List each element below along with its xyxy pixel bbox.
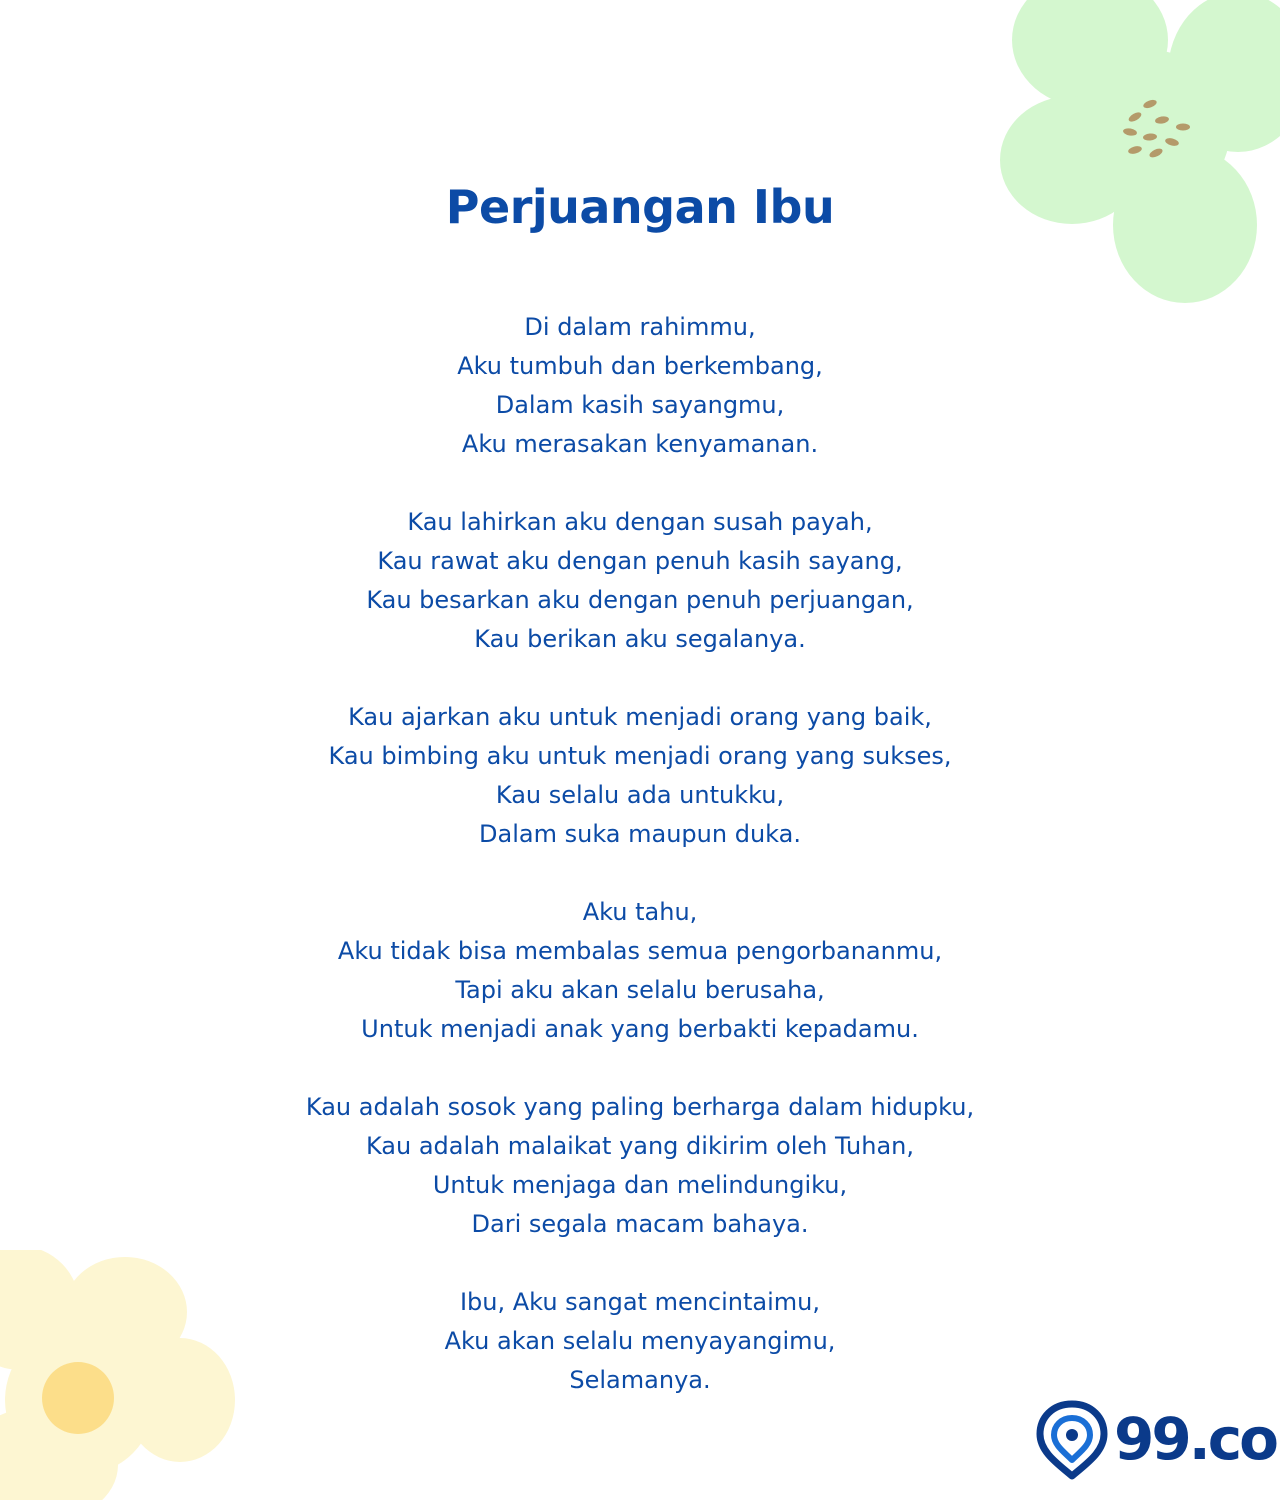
poem-line: Kau ajarkan aku untuk menjadi orang yang baik, bbox=[348, 703, 932, 731]
poem-line: Kau adalah sosok yang paling berharga dalam hidupku, bbox=[305, 1093, 975, 1121]
poem-line: Tapi aku akan selalu berusaha, bbox=[455, 976, 825, 1004]
green-flower-icon bbox=[990, 0, 1280, 310]
poem-body bbox=[0, 308, 1280, 1439]
stanza bbox=[0, 1088, 1280, 1244]
poem-line: Aku tumbuh dan berkembang, bbox=[457, 352, 823, 380]
poem-line: Kau besarkan aku dengan penuh perjuangan, bbox=[366, 586, 914, 614]
poem-line: Kau adalah malaikat yang dikirim oleh Tuhan, bbox=[365, 1132, 914, 1160]
stanza bbox=[0, 308, 1280, 464]
brand-logo bbox=[1034, 1400, 1276, 1480]
poem-line: Selamanya. bbox=[569, 1366, 711, 1394]
poem-line: Aku tahu, bbox=[582, 898, 698, 926]
poem-line: Kau berikan aku segalanya. bbox=[474, 625, 806, 653]
poem-line: Aku akan selalu menyayangimu, bbox=[444, 1327, 836, 1355]
poem-line: Aku merasakan kenyamanan. bbox=[461, 430, 819, 458]
poem-line: Kau selalu ada untukku, bbox=[495, 781, 785, 809]
poem-line: Aku tidak bisa membalas semua pengorbananmu, bbox=[337, 937, 943, 965]
poem-line: Kau lahirkan aku dengan susah payah, bbox=[407, 508, 873, 536]
poem-title: Perjuangan Ibu bbox=[445, 180, 835, 234]
poem-line: Dalam kasih sayangmu, bbox=[495, 391, 785, 419]
stanza bbox=[0, 503, 1280, 659]
poem-line: Di dalam rahimmu, bbox=[524, 313, 756, 341]
poem-line: Untuk menjadi anak yang berbakti kepadamu. bbox=[361, 1015, 919, 1043]
brand-name: 99.co bbox=[1114, 1405, 1276, 1473]
stanza bbox=[0, 893, 1280, 1049]
poem-line: Kau bimbing aku untuk menjadi orang yang sukses, bbox=[328, 742, 952, 770]
poem-line: Dari segala macam bahaya. bbox=[471, 1210, 809, 1238]
stanza bbox=[0, 1283, 1280, 1400]
poem-line: Ibu, Aku sangat mencintaimu, bbox=[459, 1288, 821, 1316]
location-pin-icon bbox=[1034, 1400, 1110, 1480]
poem-line: Dalam suka maupun duka. bbox=[479, 820, 801, 848]
stanza bbox=[0, 698, 1280, 854]
poem-line: Kau rawat aku dengan penuh kasih sayang, bbox=[377, 547, 903, 575]
poem-line: Untuk menjaga dan melindungiku, bbox=[432, 1171, 848, 1199]
